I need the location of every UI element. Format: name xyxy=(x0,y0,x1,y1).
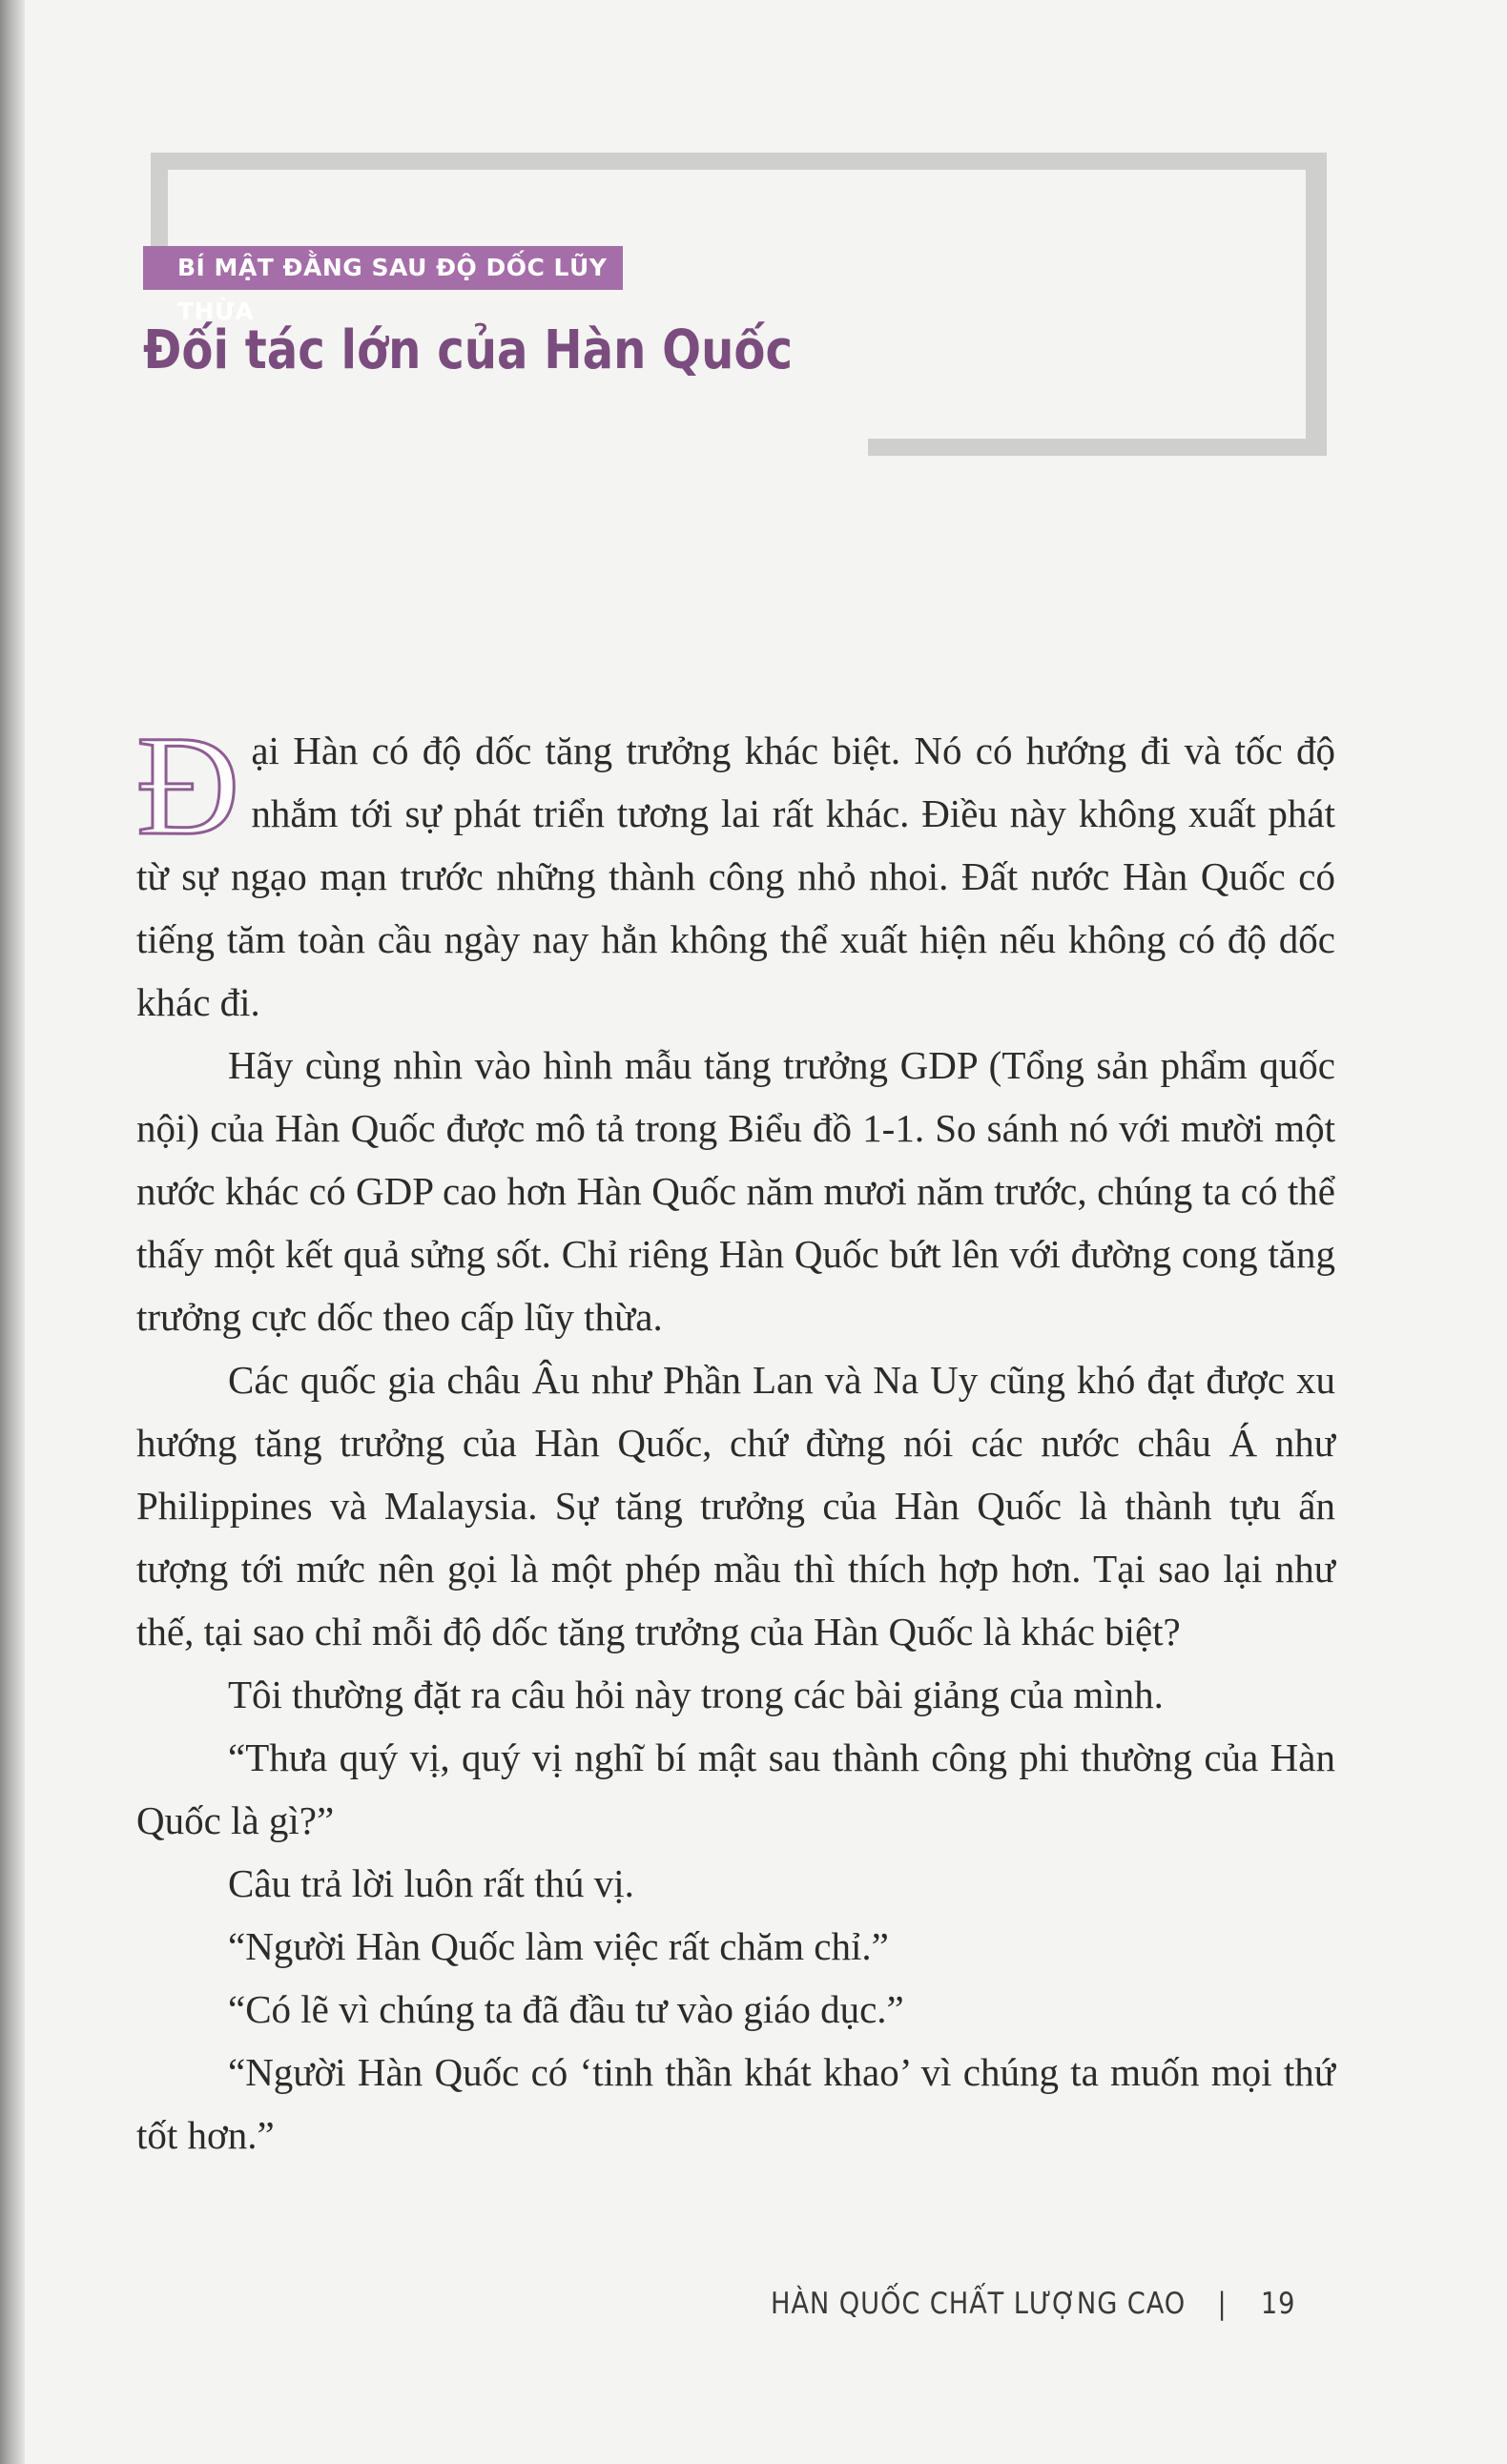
paragraph: Tôi thường đặt ra câu hỏi này trong các bài giảng của mình. xyxy=(228,1673,1164,1716)
paragraph: “Thưa quý vị, quý vị nghĩ bí mật sau thành công phi thường của Hàn Quốc là gì?” xyxy=(136,1735,1335,1842)
running-footer xyxy=(771,2287,1296,2321)
header-frame-gap xyxy=(134,437,868,462)
paragraph: Các quốc gia châu Âu như Phần Lan và Na Uy cũng khó đạt được xu hướng tăng trưởng của Hàn Quốc, chứ đừng nói các nước châu Á như Philippines và Malaysia. Sự tăng trưởng của Hàn Quốc là thành tựu ấn tượng tới mức nên gọi là một phép mầu thì thích hợp hơn. Tại sao lại như thế, tại sao chỉ mỗi độ dốc tăng trưởng của Hàn Quốc là khác biệt? xyxy=(136,1358,1335,1653)
page-spine-shadow xyxy=(0,0,25,2464)
paragraph: Câu trả lời luôn rất thú vị. xyxy=(228,1861,634,1905)
drop-cap: Đ xyxy=(136,707,240,865)
body-text xyxy=(136,707,1335,2166)
paragraph xyxy=(136,707,1335,1034)
footer-separator: | xyxy=(1217,2287,1228,2321)
paragraph: “Có lẽ vì chúng ta đã đầu tư vào giáo dục.” xyxy=(228,1987,904,2031)
header-frame xyxy=(151,153,1327,456)
paragraph: Hãy cùng nhìn vào hình mẫu tăng trưởng GDP (Tổng sản phẩm quốc nội) của Hàn Quốc được mô tả trong Biểu đồ 1-1. So sánh nó với mười một nước khác có GDP cao hơn Hàn Quốc năm mươi năm trước, chúng ta có thể thấy một kết quả sửng sốt. Chỉ riêng Hàn Quốc bứt lên với đường cong tăng trưởng cực dốc theo cấp lũy thừa. xyxy=(136,1043,1335,1339)
paragraph: “Người Hàn Quốc có ‘tinh thần khát khao’ vì chúng ta muốn mọi thứ tốt hơn.” xyxy=(136,2050,1335,2157)
page-number: 19 xyxy=(1260,2287,1296,2321)
section-label: BÍ MẬT ĐẰNG SAU ĐỘ DỐC LŨY THỪA xyxy=(143,246,623,290)
paragraph-text: ại Hàn có độ dốc tăng trưởng khác biệt. Nó có hướng đi và tốc độ nhắm tới sự phát triển tương lai rất khác. Điều này không xuất phát từ sự ngạo mạn trước những thành công nhỏ nhoi. Đất nước Hàn Quốc có tiếng tăm toàn cầu ngày nay hẳn không thể xuất hiện nếu không có độ dốc khác đi. xyxy=(136,729,1335,1024)
paragraph: “Người Hàn Quốc làm việc rất chăm chỉ.” xyxy=(228,1924,889,1968)
footer-book-title: HÀN QUỐC CHẤT LƯỢNG CAO xyxy=(771,2287,1187,2321)
chapter-title: Đối tác lớn của Hàn Quốc xyxy=(143,319,794,381)
